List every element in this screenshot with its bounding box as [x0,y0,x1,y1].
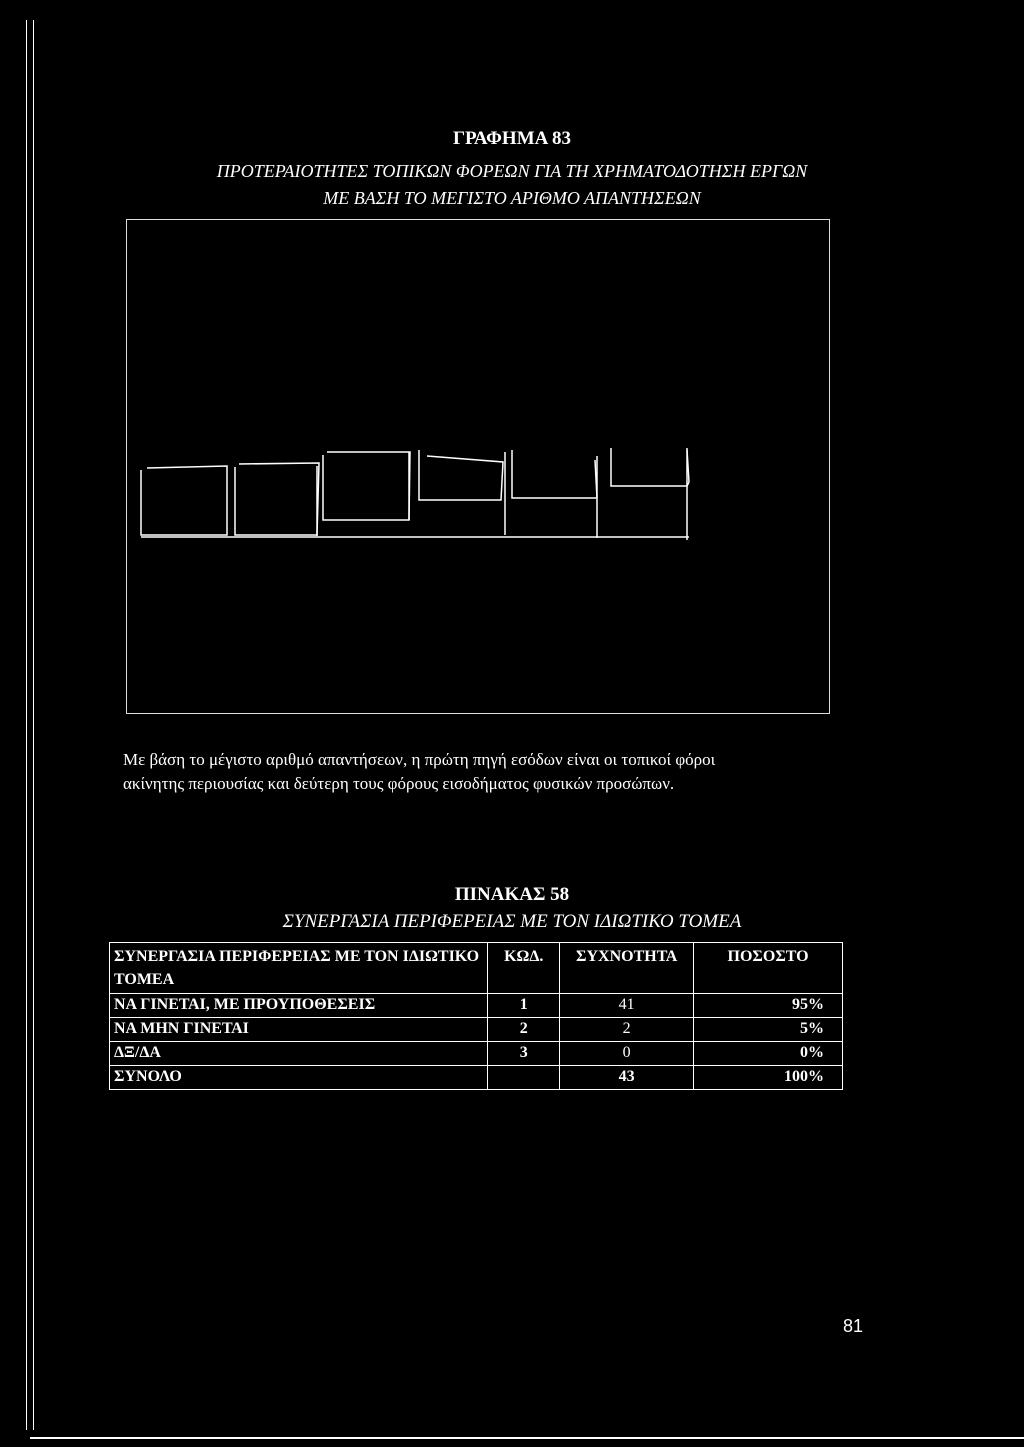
row-code: 1 [488,994,560,1018]
header-code: ΚΩΔ. [488,943,560,994]
total-percent: 100% [694,1066,843,1090]
total-category: ΣΥΝΟΛΟ [110,1066,488,1090]
chart-shape-4 [419,450,503,500]
row-category: ΝΑ ΓΙΝΕΤΑΙ, ΜΕ ΠΡΟΥΠΟΘΕΣΕΙΣ [110,994,488,1018]
row-frequency: 2 [560,1018,694,1042]
row-percent: 0% [694,1042,843,1066]
table-row [110,1018,843,1042]
total-code [488,1066,560,1090]
table-header-row [110,943,843,994]
row-percent: 5% [694,1018,843,1042]
chart-shape-2 [235,463,319,535]
table-subtitle: ΣΥΝΕΡΓΑΣΙΑ ΠΕΡΙΦΕΡΕΙΑΣ ΜΕ ΤΟΝ ΙΔΙΩΤΙΚΟ ΤΟΜΕΑ [282,911,742,932]
row-category: ΔΞ/ΔΑ [110,1042,488,1066]
table-total-row [110,1066,843,1090]
header-percent: ΠΟΣΟΣΤΟ [694,943,843,994]
table-row [110,994,843,1018]
row-frequency: 0 [560,1042,694,1066]
row-code: 3 [488,1042,560,1066]
left-edge-line-inner [33,20,34,1430]
paragraph-line1: Με βάση το μέγιστο αριθμό απαντήσεων, η πρώτη πηγή εσόδων είναι οι τοπικοί φόροι [123,750,716,769]
table-title: ΠΙΝΑΚΑΣ 58 [454,884,570,905]
chart-shape-6 [611,448,689,486]
row-code: 2 [488,1018,560,1042]
row-percent: 95% [694,994,843,1018]
row-category: ΝΑ ΜΗΝ ΓΙΝΕΤΑΙ [110,1018,488,1042]
chart-shape-5 [512,450,597,498]
left-edge-line [26,20,27,1430]
page-number: 81 [843,1316,864,1336]
header-frequency: ΣΥΧΝΟΤΗΤΑ [560,943,694,994]
paragraph-line2: ακίνητης περιουσίας και δεύτερη τους φόρους εισοδήματος φυσικών προσώπων. [123,774,675,793]
body-paragraph [123,748,883,796]
chart-graphic [127,220,831,715]
chart-subtitle-line2: ΜΕ ΒΑΣΗ ΤΟ ΜΕΓΙΣΤΟ ΑΡΙΘΜΟ ΑΠΑΝΤΗΣΕΩΝ [323,188,701,208]
bottom-edge-line [30,1437,1024,1439]
total-frequency: 43 [560,1066,694,1090]
chart-subtitle-line1: ΠΡΟΤΕΡΑΙΟΤΗΤΕΣ ΤΟΠΙΚΩΝ ΦΟΡΕΩΝ ΓΙΑ ΤΗ ΧΡΗΜΑΤΟΔΟΤΗΣΗ ΕΡΓΩΝ [216,161,808,181]
chart-title: ΓΡΑΦΗΜΑ 83 [452,128,572,149]
chart-shape-1 [141,466,227,535]
data-table [109,942,843,1090]
header-category: ΣΥΝΕΡΓΑΣΙΑ ΠΕΡΙΦΕΡΕΙΑΣ ΜΕ ΤΟΝ ΙΔΙΩΤΙΚΟ ΤΟΜΕΑ [110,943,488,994]
chart-shape-3 [323,452,410,520]
chart-frame [126,219,830,714]
row-frequency: 41 [560,994,694,1018]
table-row [110,1042,843,1066]
